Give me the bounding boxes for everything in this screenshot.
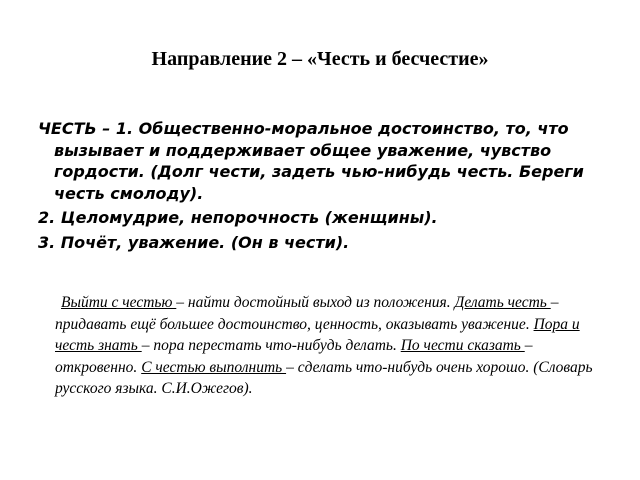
- idiom-phrase: По чести сказать: [400, 337, 525, 354]
- idiom-meaning: – откровенно.: [55, 337, 533, 376]
- source-citation: (Словарь русского языка. С.И.Ожегов).: [55, 358, 593, 397]
- idiom-phrase: Пора и честь знать: [55, 315, 580, 354]
- definition-item: 3. Почёт, уважение. (Он в чести).: [38, 232, 350, 252]
- definition-item: ЧЕСТЬ – 1. Общественно-моральное достоинство, то, что вызывает и поддерживает общее уважение, чувство гордости. (Долг чести, задеть чью-нибудь честь. Береги честь смолоду).: [38, 119, 584, 203]
- definition-item: 2. Целомудрие, непорочность (женщины).: [38, 208, 438, 227]
- definition-list: [38, 118, 618, 256]
- idiom-meaning: – сделать что-нибудь очень хорошо.: [286, 358, 534, 376]
- idiom-phrase: Делать честь: [454, 294, 551, 311]
- idiom-phrase: С честью выполнить: [141, 358, 287, 376]
- page-title: Направление 2 – «Честь и бесчестие»: [151, 48, 489, 70]
- idiom-phrase: Выйти с честью: [61, 294, 177, 311]
- idioms-paragraph: [55, 292, 615, 400]
- idiom-meaning: – пора перестать что-нибудь делать.: [141, 337, 401, 354]
- idiom-meaning: – найти достойный выход из положения.: [176, 294, 455, 311]
- idiom-meaning: – придавать ещё большее достоинство, ценность, оказывать уважение.: [55, 294, 559, 333]
